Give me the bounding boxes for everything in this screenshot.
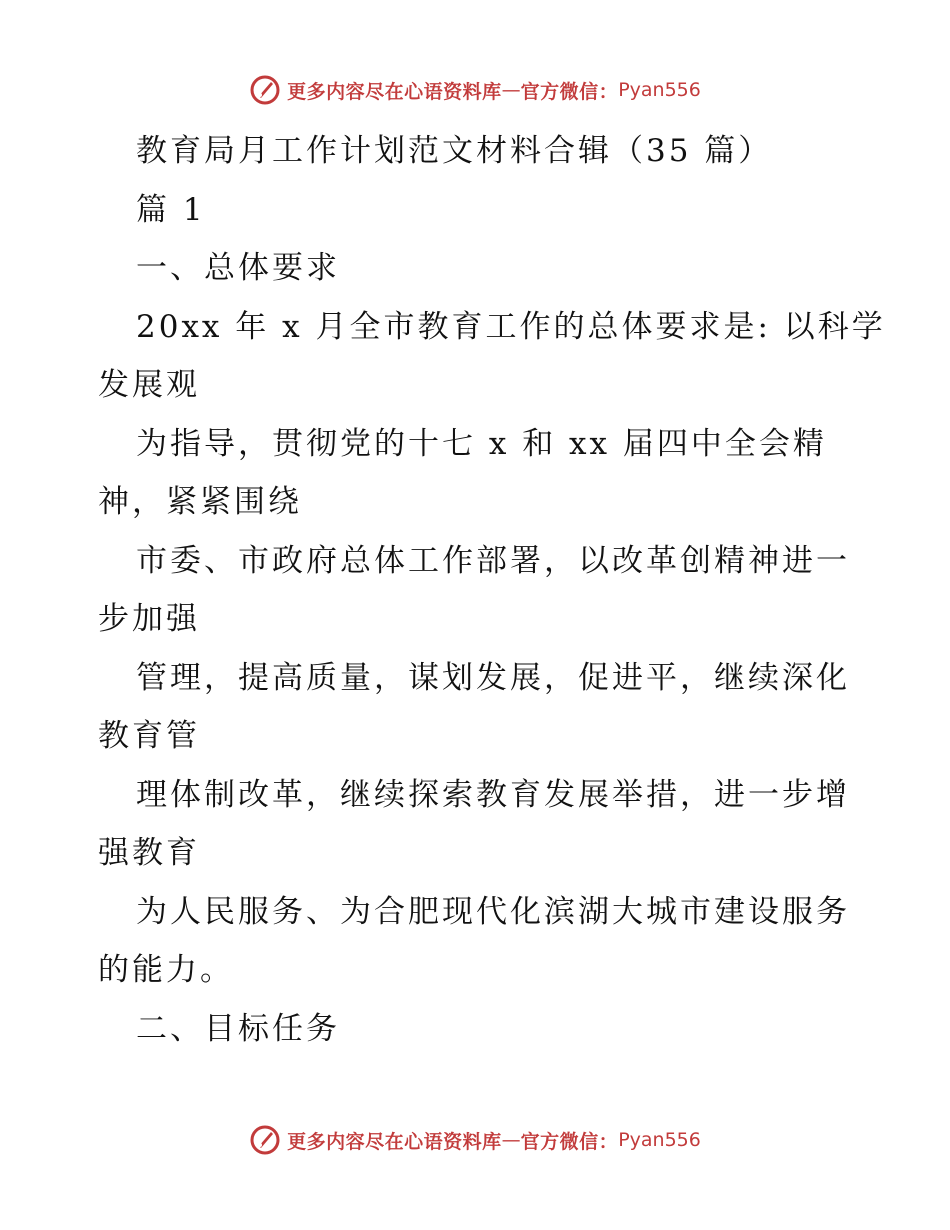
watermark-text: 更多内容尽在心语资料库 xyxy=(287,80,502,103)
header-watermark xyxy=(0,72,950,108)
watermark-text: 更多内容尽在心语资料库 xyxy=(287,1130,502,1153)
paragraph-line: 为指导，贯彻党的十七 x 和 xx 届四中全会精 xyxy=(136,425,827,462)
watermark-label: 官方微信： xyxy=(520,1130,619,1153)
paragraph-line: 20xx 年 x 月全市教育工作的总体要求是: 以科学 xyxy=(136,308,886,345)
paragraph-line: 神，紧紧围绕 xyxy=(98,484,302,520)
paragraph-line: 的能力。 xyxy=(98,952,234,988)
footer-watermark xyxy=(0,1122,950,1158)
paragraph-line: 管理，提高质量，谋划发展，促进平，继续深化 xyxy=(136,659,850,696)
section-label: 篇 1 xyxy=(136,191,206,228)
watermark-dash: — xyxy=(501,1129,521,1151)
watermark-label: 官方微信： xyxy=(520,80,619,103)
document-body xyxy=(98,122,886,1058)
paragraph-line: 市委、市政府总体工作部署，以改革创精神进一 xyxy=(136,542,850,579)
watermark-account: Pyan556 xyxy=(618,79,701,101)
paragraph-line: 强教育 xyxy=(98,835,200,871)
paragraph-line: 步加强 xyxy=(98,601,200,637)
paragraph-line: 理体制改革，继续探索教育发展举措，进一步增 xyxy=(136,776,850,813)
document-title: 教育局月工作计划范文材料合辑（35 篇） xyxy=(136,133,773,169)
watermark-dash: — xyxy=(501,79,521,101)
heading-goals-tasks: 二、目标任务 xyxy=(136,1010,340,1047)
paragraph-line: 发展观 xyxy=(98,367,200,403)
paragraph-line: 为人民服务、为合肥现代化滨湖大城市建设服务 xyxy=(136,893,850,930)
quill-logo-icon xyxy=(249,1124,281,1156)
watermark-account: Pyan556 xyxy=(618,1129,701,1151)
paragraph-line: 教育管 xyxy=(98,718,200,754)
heading-general-requirements: 一、总体要求 xyxy=(136,250,340,286)
quill-logo-icon xyxy=(249,74,281,106)
